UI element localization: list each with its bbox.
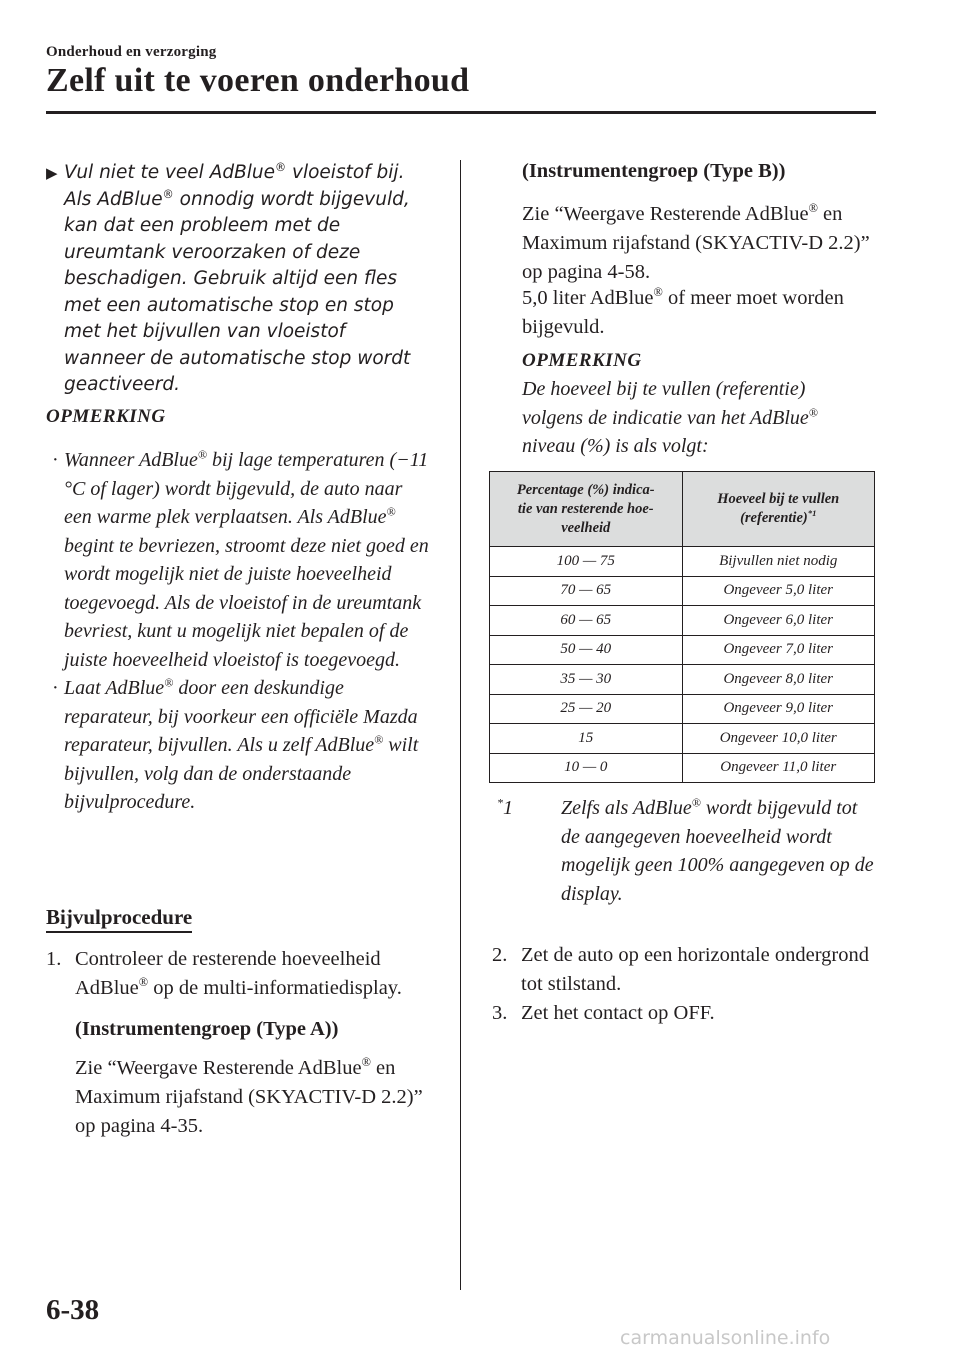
step-number: 2. (492, 944, 508, 966)
level-cell: 100 — 75 (490, 547, 683, 577)
bullet-icon: · (52, 677, 59, 699)
amount-cell: Ongeveer 9,0 liter (682, 694, 875, 724)
note-list (46, 446, 431, 817)
note-heading: OPMERKING (46, 406, 166, 427)
level-cell: 70 — 65 (490, 576, 683, 606)
note-heading: OPMERKING (522, 350, 642, 371)
table-body (490, 547, 875, 783)
level-cell: 50 — 40 (490, 635, 683, 665)
footnote (497, 794, 877, 908)
amount-cell: Ongeveer 6,0 liter (682, 606, 875, 636)
refill-table (489, 471, 875, 783)
note-item-text: Laat AdBlue® door een deskundige reparateur, bij voorkeur een officiële Mazda reparateur, bijvullen. Als u zelf AdBlue® wilt bijvullen, volg dan de onderstaande bijvulprocedure. (64, 675, 419, 813)
table-header-row (490, 472, 875, 547)
step-number: 3. (492, 1002, 508, 1024)
amount-cell: Ongeveer 5,0 liter (682, 576, 875, 606)
step-3 (492, 999, 872, 1028)
table-row (490, 606, 875, 636)
amount-cell: Bijvullen niet nodig (682, 547, 875, 577)
type-b-heading: (Instrumentengroep (Type B)) (522, 160, 786, 182)
table-row (490, 694, 875, 724)
table-row (490, 547, 875, 577)
note-item (46, 674, 431, 817)
amount-cell: Ongeveer 8,0 liter (682, 665, 875, 695)
step-text: Controleer de resterende hoeveelheid AdBlue® op de multi-informatiedisplay. (75, 948, 402, 999)
refill-amount-text: 5,0 liter AdBlue® of meer moet worden bijgevuld. (522, 285, 844, 338)
title-rule (46, 111, 876, 114)
table-row (490, 724, 875, 754)
step-number: 1. (46, 948, 62, 970)
table-row (490, 635, 875, 665)
watermark: carmanualsonline.info (620, 1327, 831, 1349)
table-row (490, 665, 875, 695)
level-cell: 35 — 30 (490, 665, 683, 695)
level-cell: 25 — 20 (490, 694, 683, 724)
note-item-text: Wanneer AdBlue® bij lage temperaturen (−11 °C of lager) wordt bijgevuld, de auto naar een warme plek verplaatsen. Als AdBlue® begint te bevriezen, stroomt deze niet goed en wordt mogelijk niet de juiste hoeveelheid toegevoegd. Als de vloeistof in de ureumtank bevriest, kunt u mogelijk niet bepalen of de juiste hoeveelheid vloeistof is toegevoegd. (64, 447, 429, 671)
warning-block (46, 160, 416, 399)
level-cell: 10 — 0 (490, 753, 683, 783)
table-header-amount: Hoeveel bij te vullen (referentie)$^{*1}$ (682, 472, 875, 547)
type-b-text: Zie “Weergave Resterende AdBlue® en Maximum rijafstand (SKYACTIV-D 2.2)” op pagina 4-58. (522, 201, 870, 283)
page-number: 6-38 (46, 1294, 100, 1326)
level-cell: 60 — 65 (490, 606, 683, 636)
step-1 (46, 945, 426, 1141)
step-2 (492, 941, 872, 999)
amount-cell: Ongeveer 11,0 liter (682, 753, 875, 783)
type-a-heading: (Instrumentengroep (Type A)) (75, 1018, 339, 1040)
procedure-heading: Bijvulprocedure (46, 905, 192, 933)
page-title: Zelf uit te voeren onderhoud (46, 62, 470, 99)
table-row (490, 753, 875, 783)
step-text: Zet de auto op een horizontale ondergrond tot stilstand. (521, 944, 869, 995)
level-cell: 15 (490, 724, 683, 754)
table-row (490, 576, 875, 606)
note-item (46, 446, 431, 674)
step-text: Zet het contact op OFF. (521, 1002, 715, 1024)
triangle-right-icon: ▶ (46, 164, 58, 182)
amount-cell: Ongeveer 7,0 liter (682, 635, 875, 665)
table-header-level: Percentage (%) indica- tie van resterende hoe- veelheid (490, 472, 683, 547)
warning-text: Vul niet te veel AdBlue® vloeistof bij. Als AdBlue® onnodig wordt bijgevuld, kan dat een probleem met de ureumtank veroorzaken of deze beschadigen. Gebruik altijd een fles met een automatische stop en stop met het bijvullen van vloeistof wanneer de automatische stop wordt geactiveerd. (64, 160, 411, 395)
footnote-text: Zelfs als AdBlue® wordt bijgevuld tot de aangegeven hoeveelheid wordt mogelijk geen 100% aangegeven op de display. (561, 795, 874, 905)
bullet-icon: · (52, 449, 59, 471)
footnote-mark: *1 (497, 795, 513, 819)
column-divider (460, 160, 461, 1290)
note-text: De hoeveel bij te vullen (referentie) volgens de indicatie van het AdBlue® niveau (%) is als volgt: (522, 378, 818, 457)
section-label: Onderhoud en verzorging (46, 44, 217, 60)
type-a-text: Zie “Weergave Resterende AdBlue® en Maximum rijafstand (SKYACTIV-D 2.2)” op pagina 4-35. (75, 1055, 423, 1137)
amount-cell: Ongeveer 10,0 liter (682, 724, 875, 754)
